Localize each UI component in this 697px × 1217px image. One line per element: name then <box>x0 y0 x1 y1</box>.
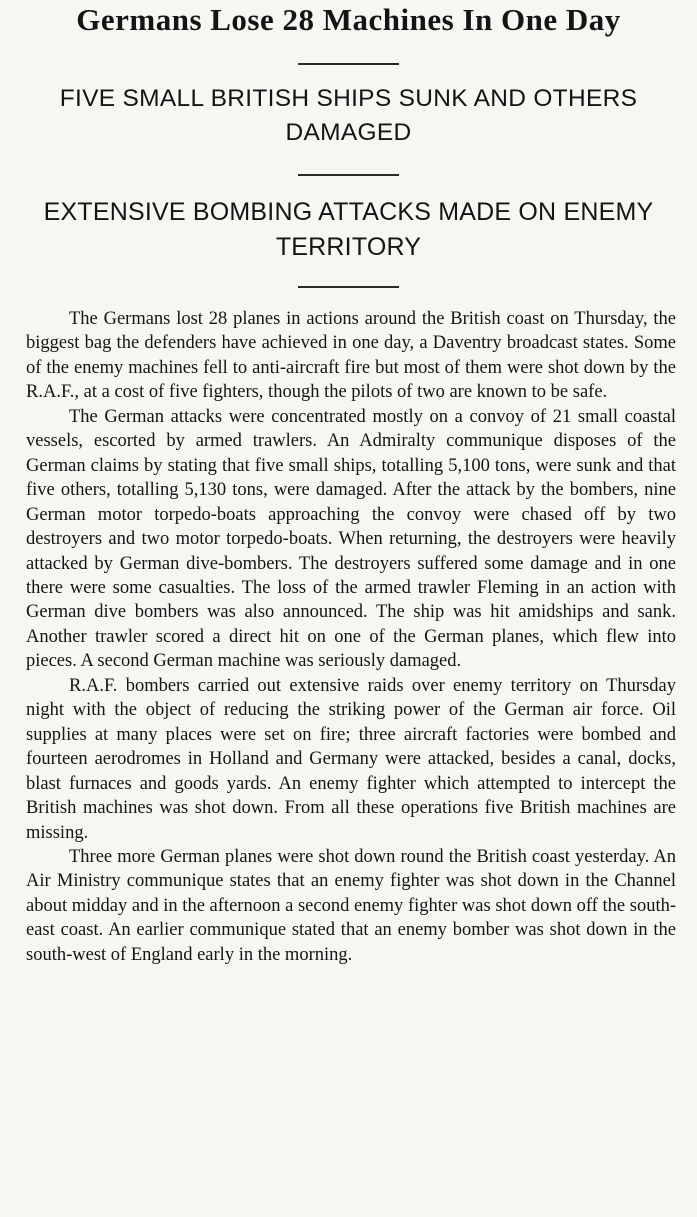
deck-headline: EXTENSIVE BOMBING ATTACKS MADE ON ENEMY TERRITORY <box>43 198 654 261</box>
deck-divider <box>298 286 399 288</box>
article-paragraph: Three more German planes were shot down round the British coast yesterday. An Air Ministry communique states that an enemy fighter was shot down in the Channel about midday and in the afternoon a second enemy fighter was shot down off the south-east coast. An earlier communique stated that an enemy bomber was shot down in the south-west of England early in the morning. <box>26 846 676 965</box>
article-body <box>26 307 676 967</box>
subheadline: FIVE SMALL BRITISH SHIPS SUNK AND OTHERS DAMAGED <box>59 85 638 146</box>
article-paragraph: R.A.F. bombers carried out extensive raids over enemy territory on Thursday night with the object of reducing the striking power of the German air force. Oil supplies at many places were set on fire; three aircraft factories were bombed and fourteen aerodromes in Holland and Germany were attacked, besides a canal, docks, blast furnaces and goods yards. An enemy fighter which attempted to intercept the British machines was shot down. From all these operations five British machines are missing. <box>26 675 676 843</box>
article-paragraph: The German attacks were concentrated mostly on a convoy of 21 small coastal vessels, escorted by armed trawlers. An Admiralty communique disposes of the German claims by stating that five small ships, totalling 5,100 tons, were sunk and that five others, totalling 5,130 tons, were damaged. After the attack by the bombers, nine German motor torpedo-boats approaching the convoy were chased off by two destroyers and two motor torpedo-boats. When returning, the destroyers were heavily attacked by German dive-bombers. The destroyers suffered some damage and in one there were some casualties. The loss of the armed trawler Fleming in an action with German dive bombers was also announced. The ship was hit amidships and sank. Another trawler scored a direct hit on one of the German planes, which flew into pieces. A second German machine was seriously damaged. <box>26 406 676 672</box>
headline-divider <box>298 63 399 65</box>
subheadline-divider <box>298 174 399 176</box>
main-headline: Germans Lose 28 Machines In One Day <box>76 2 621 37</box>
article-paragraph: The Germans lost 28 planes in actions around the British coast on Thursday, the biggest bag the defenders have achieved in one day, a Daventry broadcast states. Some of the enemy machines fell to anti-aircraft fire but most of them were shot down by the R.A.F., at a cost of five fighters, though the pilots of two are known to be safe. <box>26 309 676 403</box>
